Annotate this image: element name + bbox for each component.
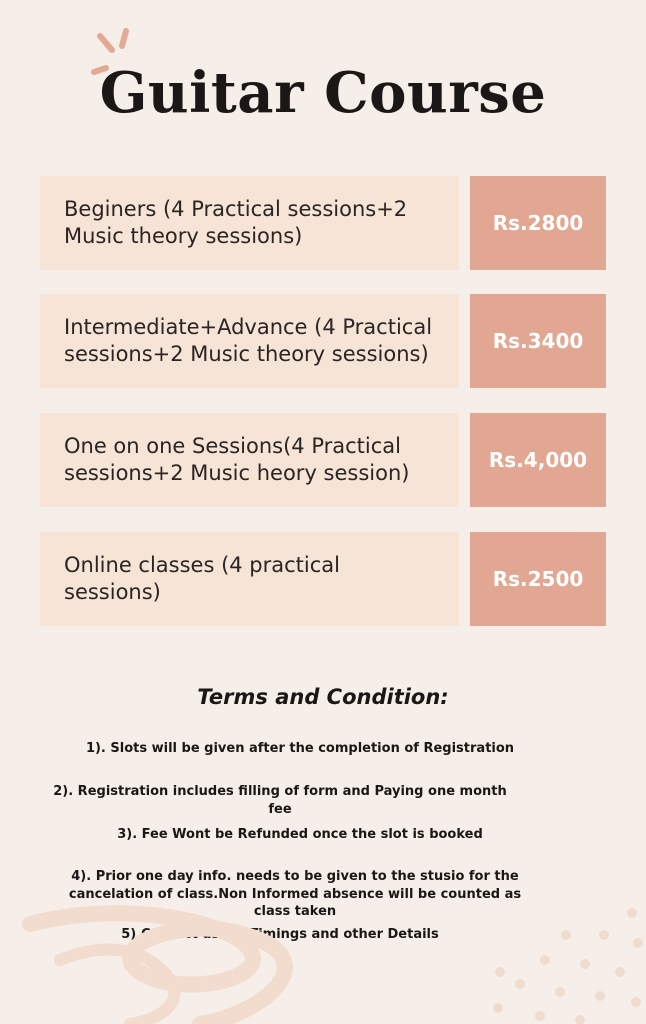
course-row-one-on-one: [40, 413, 606, 507]
terms-heading: Terms and Condition:: [197, 685, 449, 709]
course-row-intermediate-advance: [40, 294, 606, 388]
course-description: Intermediate+Advance (4 Practical sessions+2 Music theory sessions): [40, 294, 459, 388]
term-item: 1). Slots will be given after the completion of Registration: [85, 741, 515, 756]
course-row-online: [40, 532, 606, 626]
course-price: Rs.4,000: [470, 413, 606, 507]
course-price: Rs.3400: [470, 294, 606, 388]
course-price: Rs.2800: [470, 176, 606, 270]
dot-pattern-decoration: [0, 880, 646, 1024]
term-item: 3). Fee Wont be Refunded once the slot is booked: [117, 827, 483, 842]
course-description: Online classes (4 practical sessions): [40, 532, 459, 626]
course-description: One on one Sessions(4 Practical sessions+2 Music heory session): [40, 413, 459, 507]
term-item: 2). Registration includes filling of form and Paying one month fee: [53, 784, 507, 817]
course-row-beginners: [40, 176, 606, 270]
course-price: Rs.2500: [470, 532, 606, 626]
page-title: Guitar Course: [99, 60, 547, 126]
course-description: Beginers (4 Practical sessions+2 Music theory sessions): [40, 176, 459, 270]
term-item: 4). Prior one day info. needs to be given to the stusio for the cancelation of class.Non Informed absence will be counted as class taken: [68, 869, 522, 920]
term-item: 5).Contact us for Timings and other Details: [121, 927, 439, 942]
